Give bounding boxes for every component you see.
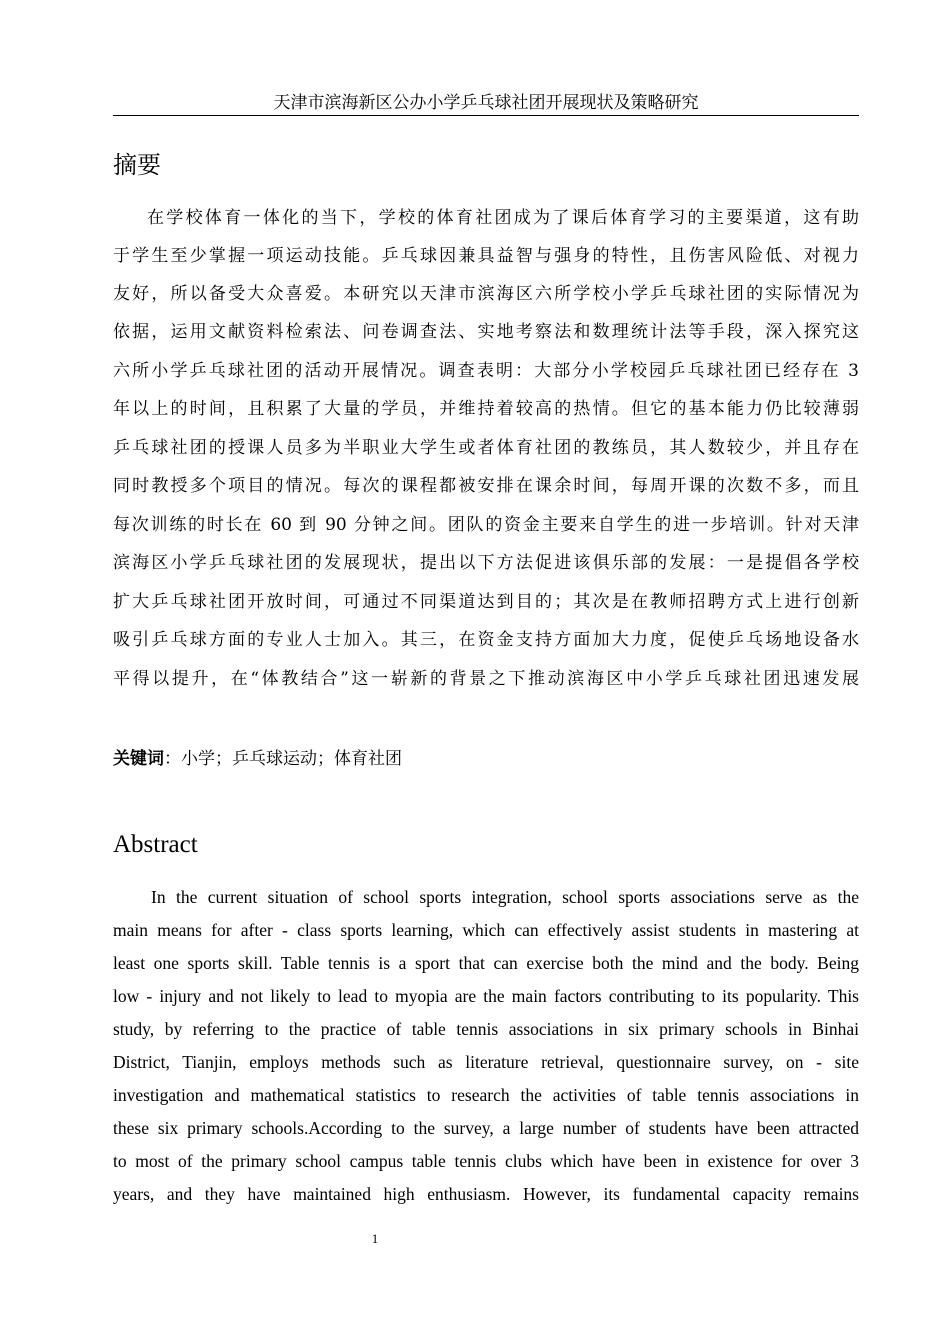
abstract-zh-line: 依据，运用文献资料检索法、问卷调查法、实地考察法和数理统计法等手段，深入探究这	[113, 322, 859, 342]
abstract-en-line: District, Tianjin, employs methods such as literature retrieval, questionnaire survey, on - site	[113, 1052, 859, 1072]
abstract-en-line: study, by referring to the practice of table tennis associations in six primary schools in Binhai	[113, 1019, 859, 1039]
abstract-zh-line: 友好，所以备受大众喜爱。本研究以天津市滨海区六所学校小学乒乓球社团的实际情况为	[113, 284, 859, 304]
header-rule	[113, 115, 859, 116]
abstract-en-line: these six primary schools.According to the survey, a large number of students have been attracted	[113, 1118, 859, 1138]
keywords	[113, 747, 402, 771]
abstract-en-line: In the current situation of school sports integration, school sports associations serve as the	[151, 887, 859, 907]
abstract-en-line: investigation and mathematical statistics to research the activities of table tennis associations in	[113, 1085, 859, 1105]
abstract-zh-line: 六所小学乒乓球社团的活动开展情况。调查表明：大部分小学校园乒乓球社团已经存在 3	[113, 361, 859, 381]
abstract-en-line: low - injury and not likely to lead to myopia are the main factors contributing to its popularity. This	[113, 986, 859, 1006]
keywords-label: 关键词	[113, 749, 164, 769]
abstract-zh-line: 每次训练的时长在 60 到 90 分钟之间。团队的资金主要来自学生的进一步培训。针对天津	[113, 515, 859, 535]
abstract-zh-line: 同时教授多个项目的情况。每次的课程都被安排在课余时间，每周开课的次数不多，而且	[113, 476, 859, 496]
abstract-zh-line: 在学校体育一体化的当下，学校的体育社团成为了课后体育学习的主要渠道，这有助	[147, 208, 859, 228]
page-number: 1	[371, 1231, 379, 1246]
abstract-zh-line: 平得以提升，在“体教结合”这一崭新的背景之下推动滨海区中小学乒乓球社团迅速发展	[113, 669, 859, 689]
abstract-en-line: to most of the primary school campus table tennis clubs which have been in existence for over 3	[113, 1151, 859, 1171]
abstract-en-line: least one sports skill. Table tennis is a sport that can exercise both the mind and the body. Being	[113, 953, 859, 973]
abstract-en-line: main means for after - class sports learning, which can effectively assist students in mastering at	[113, 920, 859, 940]
page-header-title: 天津市滨海新区公办小学乒乓球社团开展现状及策略研究	[273, 93, 699, 113]
keywords-text: ：小学；乒乓球运动；体育社团	[164, 749, 402, 769]
abstract-en-line: years, and they have maintained high enthusiasm. However, its fundamental capacity remains	[113, 1184, 859, 1204]
abstract-zh-line: 年以上的时间，且积累了大量的学员，并维持着较高的热情。但它的基本能力仍比较薄弱	[113, 399, 859, 419]
abstract-zh-line: 乒乓球社团的授课人员多为半职业大学生或者体育社团的教练员，其人数较少，并且存在	[113, 438, 859, 458]
abstract-zh-line: 滨海区小学乒乓球社团的发展现状，提出以下方法促进该俱乐部的发展：一是提倡各学校	[113, 553, 859, 573]
abstract-zh-line: 扩大乒乓球社团开放时间，可通过不同渠道达到目的；其次是在教师招聘方式上进行创新	[113, 592, 859, 612]
abstract-en-heading: Abstract	[113, 831, 198, 858]
abstract-zh-heading: 摘要	[113, 151, 161, 179]
abstract-zh-line: 于学生至少掌握一项运动技能。乒乓球因兼具益智与强身的特性，且伤害风险低、对视力	[113, 246, 859, 266]
abstract-zh-line: 吸引乒乓球方面的专业人士加入。其三，在资金支持方面加大力度，促使乒乓场地设备水	[113, 630, 859, 650]
